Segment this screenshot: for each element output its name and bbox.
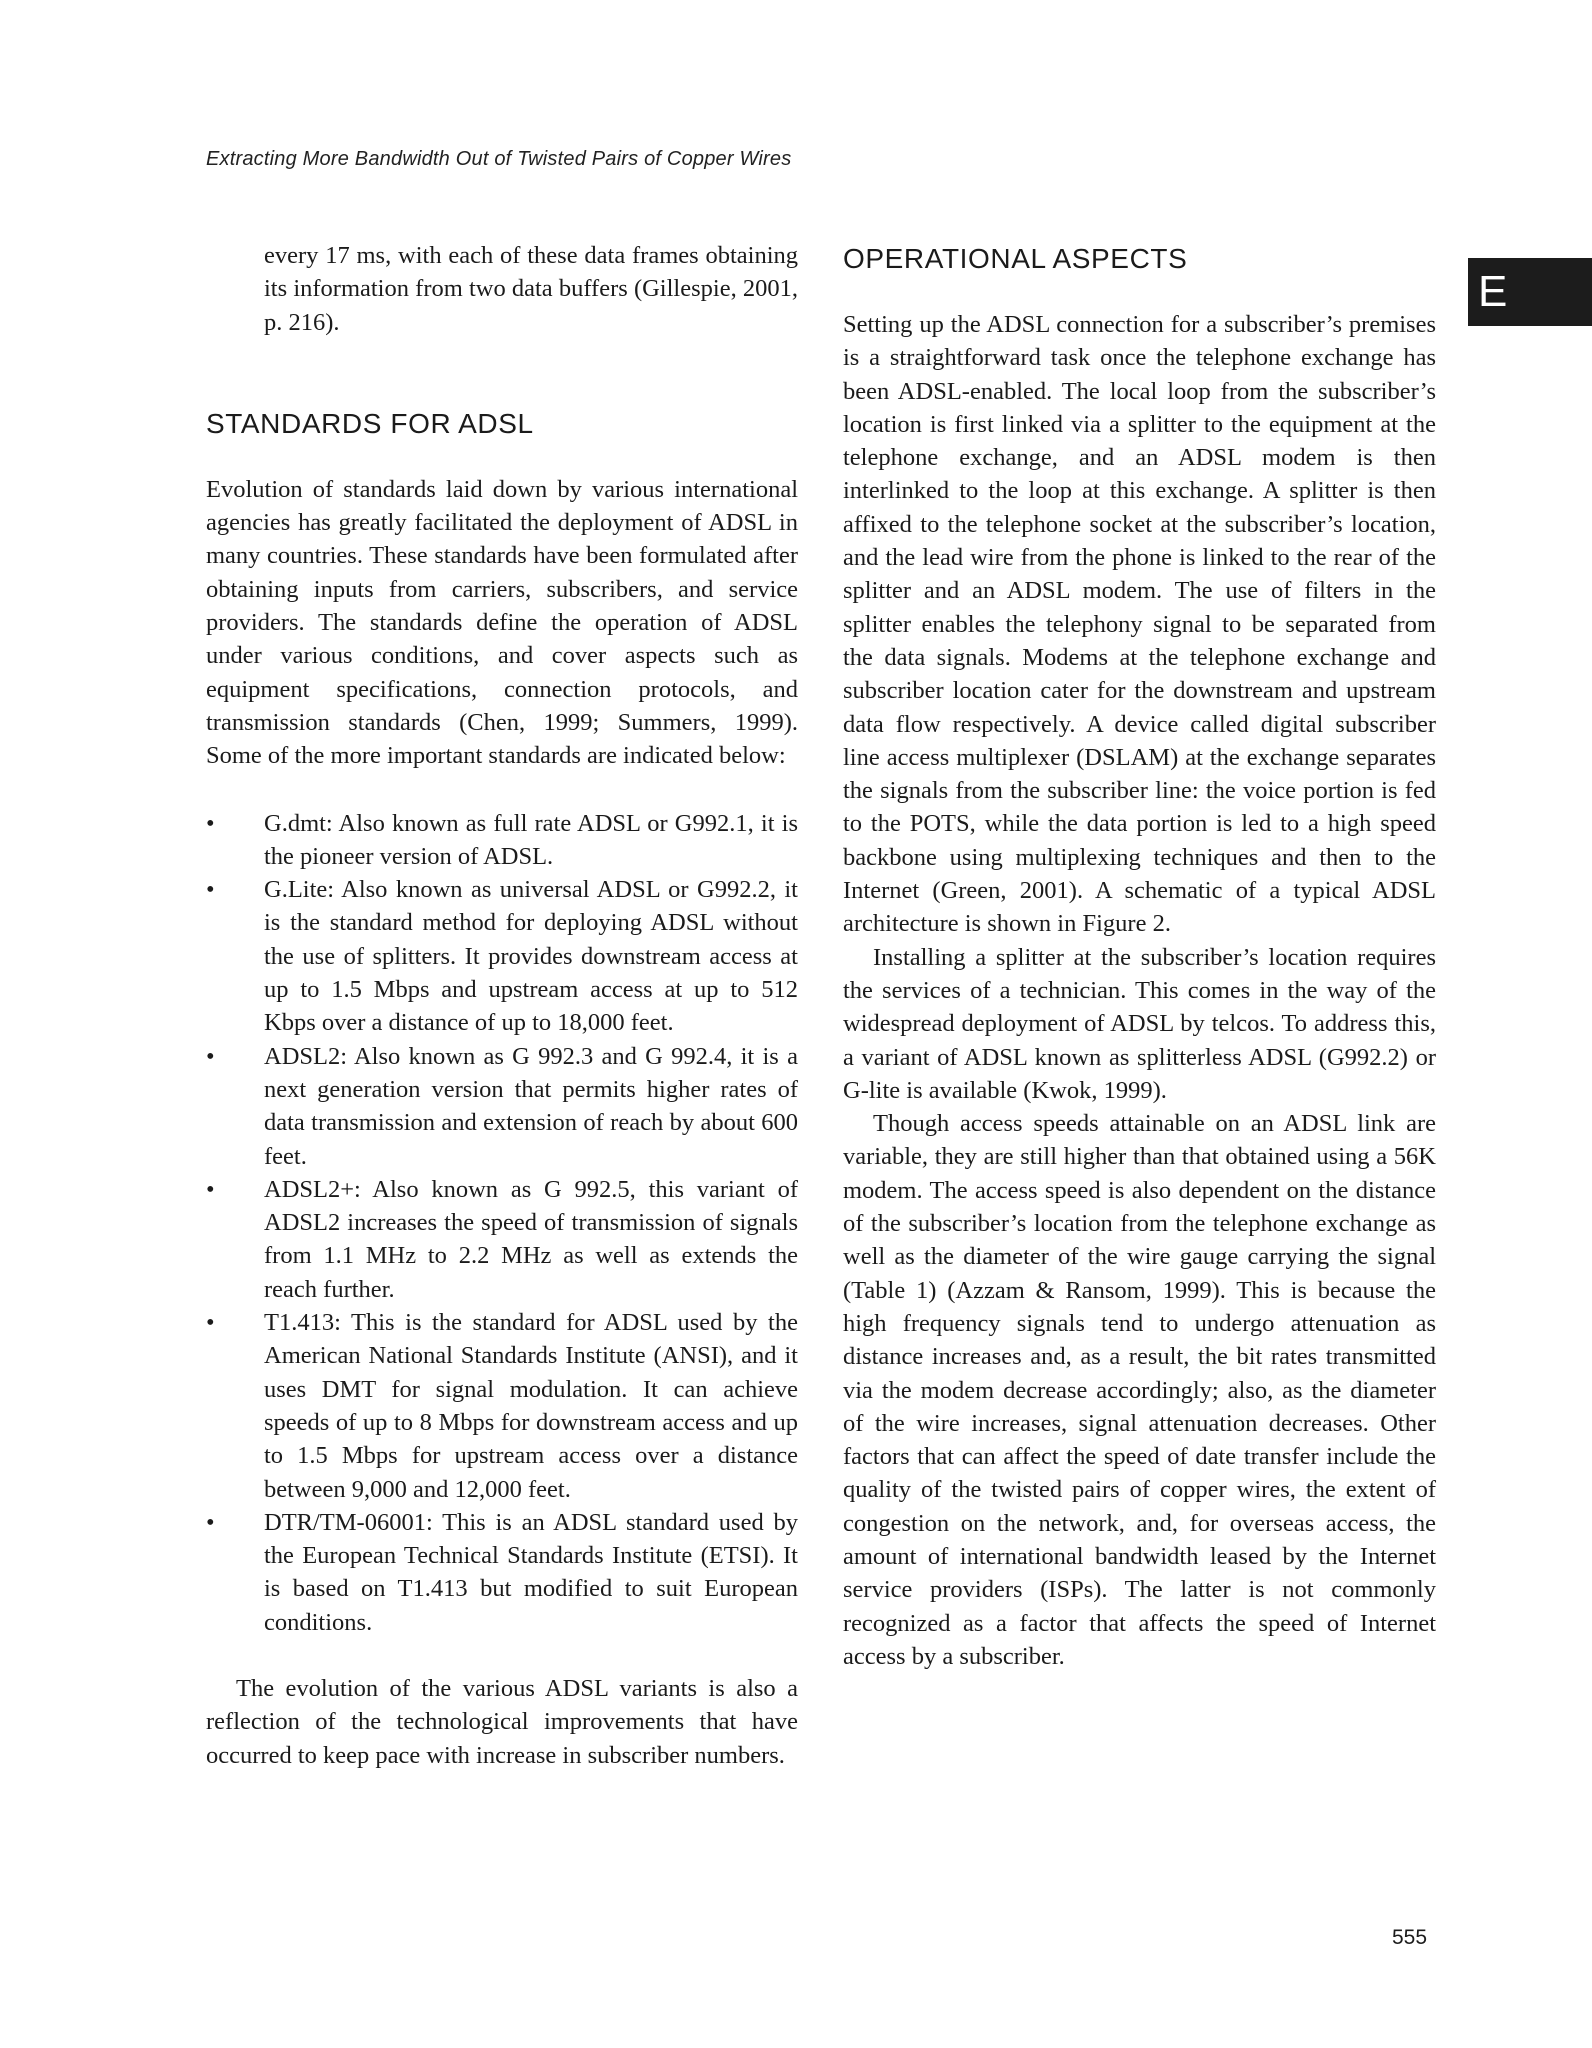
operational-paragraph-1: Setting up the ADSL connection for a subscriber’s premises is a straightforward task once the telephone exchange has been ADSL-enabled. The local loop from the subscriber’s location is first linked via a splitter to the equipment at the telephone exchange, and an ADSL modem is then interlinked to the loop at this exchange. A splitter is then affixed to the telephone socket at the subscriber’s location, and the lead wire from the phone is linked to the rear of the splitter and an ADSL modem. The use of filters in the splitter enables the telephony signal to be separated from the data signals. Modems at the telephone exchange and subscriber location cater for the downstream and upstream data flow respectively. A device called digital subscriber line access multiplexer (DSLAM) at the exchange separates the signals from the subscriber line: the voice portion is fed to the POTS, while the data portion is led to a high speed backbone using multiplexing techniques and then to the Internet (Green, 2001). A schematic of a typical ADSL architecture is shown in Figure 2. bbox=[843, 311, 1436, 938]
closing-paragraph: The evolution of the various ADSL variants is also a reflection of the technological improvements that have occurred to keep pace with increase in subscriber numbers. bbox=[206, 1674, 798, 1769]
page-number: 555 bbox=[1392, 1926, 1428, 1949]
standards-intro-paragraph: Evolution of standards laid down by various international agencies has greatly facilitated the deployment of ADSL in many countries. These standards have been formulated after obtaining inputs from carriers, subscribers, and service providers. The standards define the operation of ADSL under various conditions, and cover aspects such as equipment specifications, connection protocols, and transmission standards (Chen, 1999; Summers, 1999). Some of the more important standards are indicated below: bbox=[206, 475, 798, 770]
right-column bbox=[843, 239, 1436, 1673]
bullet-glyph: • bbox=[206, 1508, 215, 1536]
list-item-text: G.Lite: Also known as universal ADSL or G992.2, it is the standard method for deploying ADSL without the use of splitters. It provides downstream access at up to 1.5 Mbps and upstream access at up to 512 Kbps over a distance of up to 18,000 feet. bbox=[264, 876, 798, 1037]
section-heading-operational: OPERATIONAL ASPECTS bbox=[843, 243, 1188, 274]
bullet-glyph: • bbox=[206, 1042, 215, 1070]
list-item bbox=[206, 1506, 798, 1639]
list-item bbox=[206, 1173, 798, 1306]
bullet-glyph: • bbox=[206, 876, 215, 904]
bullet-glyph: • bbox=[206, 809, 215, 837]
list-item bbox=[206, 873, 798, 1039]
operational-paragraph-3: Though access speeds attainable on an ADSL link are variable, they are still higher than that obtained using a 56K modem. The access speed is also dependent on the distance of the subscriber’s location from the telephone exchange as well as the diameter of the wire gauge carrying the signal (Table 1) (Azzam & Ransom, 1999). This is because the high frequency signals tend to undergo attenuation as distance increases and, as a result, the bit rates transmitted via the modem decrease accordingly; also, as the diameter of the wire increases, signal attenuation decreases. Other factors that can affect the speed of date transfer include the quality of the twisted pairs of copper wires, the extent of congestion on the network, and, for overseas access, the amount of international bandwidth leased by the Internet service providers (ISPs). The latter is not commonly recognized as a factor that affects the speed of Internet access by a subscriber. bbox=[843, 1110, 1436, 1670]
list-item-text: T1.413: This is the standard for ADSL used by the American National Standards Institute (ANSI), and it uses DMT for signal modulation. It can achieve speeds of up to 8 Mbps for downstream access and up to 1.5 Mbps for upstream access over a distance between 9,000 and 12,000 feet. bbox=[264, 1309, 798, 1503]
bullet-glyph: • bbox=[206, 1309, 215, 1337]
section-heading-standards: STANDARDS FOR ADSL bbox=[206, 407, 534, 439]
list-item-text: ADSL2: Also known as G 992.3 and G 992.4, it is a next generation version that permits higher rates of data transmission and extension of reach by about 600 feet. bbox=[264, 1042, 798, 1170]
list-item-text: G.dmt: Also known as full rate ADSL or G992.1, it is the pioneer version of ADSL. bbox=[264, 809, 798, 870]
bullet-glyph: • bbox=[206, 1175, 215, 1203]
operational-paragraph-2: Installing a splitter at the subscriber’s location requires the services of a technician. This comes in the way of the widespread deployment of ADSL by telcos. To address this, a variant of ADSL known as splitterless ADSL (G992.2) or G-lite is available (Kwok, 1999). bbox=[843, 943, 1436, 1104]
list-item bbox=[206, 1306, 798, 1506]
running-head: Extracting More Bandwidth Out of Twisted Pairs of Copper Wires bbox=[206, 148, 792, 170]
section-tab: E bbox=[1468, 258, 1592, 326]
standards-list bbox=[206, 807, 798, 1639]
list-item bbox=[206, 807, 798, 874]
left-column bbox=[206, 239, 798, 1772]
list-item-text: DTR/TM-06001: This is an ADSL standard used by the European Technical Standards Institute (ETSI). It is based on T1.413 but modified to suit European conditions. bbox=[264, 1508, 798, 1636]
list-item bbox=[206, 1040, 798, 1173]
list-item-text: ADSL2+: Also known as G 992.5, this variant of ADSL2 increases the speed of transmission of signals from 1.1 MHz to 2.2 MHz as well as extends the reach further. bbox=[264, 1175, 798, 1303]
continued-paragraph: every 17 ms, with each of these data frames obtaining its information from two data buffers (Gillespie, 2001, p. 216). bbox=[264, 242, 798, 336]
